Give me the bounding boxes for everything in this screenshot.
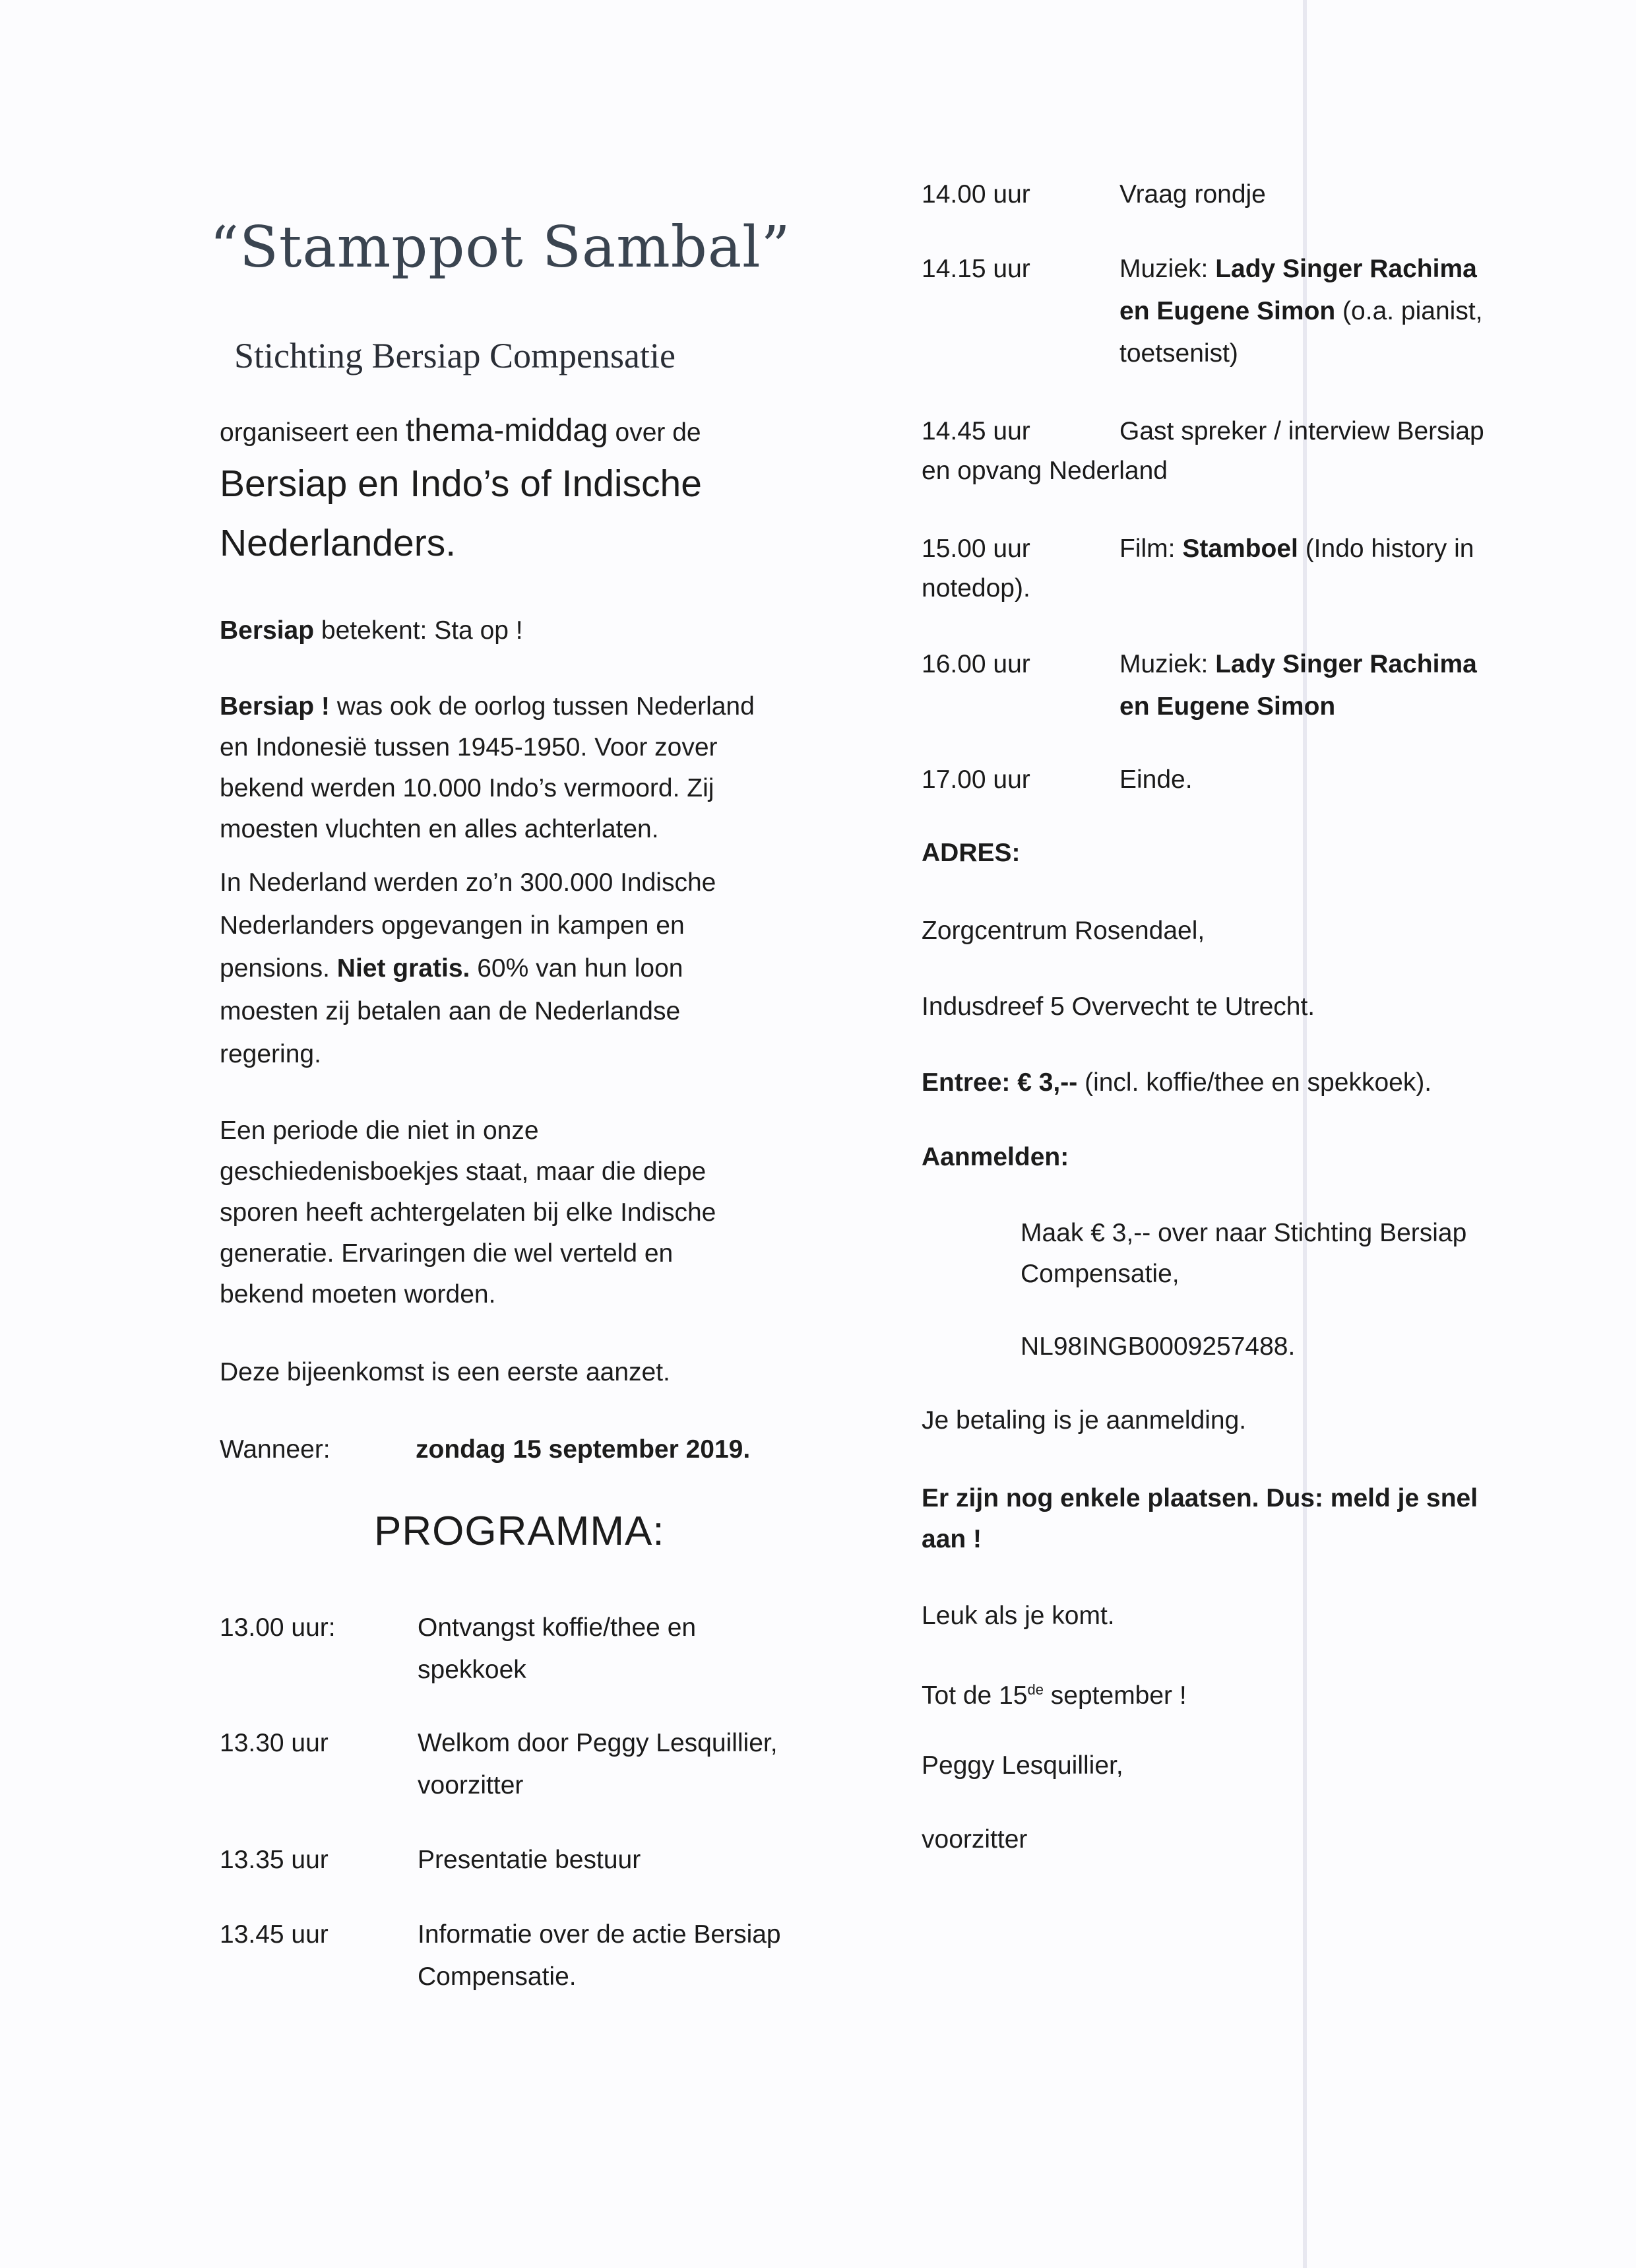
program-time: 14.15 uur xyxy=(922,255,1030,283)
program-item-desc xyxy=(418,1722,778,1807)
programma-heading: PROGRAMMA: xyxy=(374,1508,665,1554)
nl-line-4: moesten zij betalen aan de Nederlandse xyxy=(220,997,681,1025)
music-label: Muziek: xyxy=(1119,255,1216,283)
entrance-fee-bold: Entree: € 3,-- xyxy=(922,1068,1085,1097)
meaning-text: betekent: Sta op ! xyxy=(314,616,523,645)
program-desc-line: Informatie over de actie Bersiap xyxy=(418,1920,781,1949)
entrance-fee xyxy=(922,1062,1432,1103)
program-item-desc xyxy=(418,1914,781,1998)
film-title-bold: Stamboel xyxy=(1182,535,1298,563)
history-line-4: generatie. Ervaringen die wel verteld en xyxy=(220,1239,674,1268)
program-desc-line: Ontvangst koffie/thee en xyxy=(418,1613,697,1642)
registration-line-2: Compensatie, xyxy=(1021,1260,1180,1288)
program-time: 14.45 uur xyxy=(922,417,1030,445)
paragraph-first-step: Deze bijeenkomst is een eerste aanzet. xyxy=(220,1358,670,1386)
closing-date-post: september ! xyxy=(1043,1681,1187,1710)
program-item-desc: Einde. xyxy=(1119,765,1193,794)
program-time: 14.00 uur xyxy=(922,180,1030,209)
urgent-line-1: Er zijn nog enkele plaatsen. Dus: meld je snel xyxy=(922,1484,1478,1512)
war-line-2: en Indonesië tussen 1945-1950. Voor zover xyxy=(220,733,718,761)
performer-bold: Lady Singer Rachima xyxy=(1215,650,1477,678)
intro-line xyxy=(220,408,701,456)
program-time: 13.45 uur xyxy=(220,1920,329,1949)
urgent-line-2: aan ! xyxy=(922,1525,982,1553)
performer-note: (o.a. pianist, xyxy=(1335,297,1483,325)
nl-line-1: In Nederland werden zo’n 300.000 Indische xyxy=(220,868,716,897)
closing-date-pre: Tot de 15 xyxy=(922,1681,1028,1710)
organization-name: Stichting Bersiap Compensatie xyxy=(234,336,676,375)
paragraph-history xyxy=(220,1111,716,1315)
when-label: Wanneer: xyxy=(220,1435,330,1464)
payment-note: Je betaling is je aanmelding. xyxy=(922,1406,1247,1435)
closing-date xyxy=(922,1669,1187,1716)
intro-post: over de xyxy=(608,418,701,447)
when-date: zondag 15 september 2019. xyxy=(416,1435,751,1464)
performer-bold: en Eugene Simon xyxy=(1119,297,1336,325)
intro-highlight: thema-middag xyxy=(405,413,608,448)
program-item-desc xyxy=(418,1839,641,1881)
address-line-1: Zorgcentrum Rosendael, xyxy=(922,917,1205,945)
intro-pre: organiseert een xyxy=(220,418,406,447)
program-item-desc-cont: notedop). xyxy=(922,574,1030,602)
nl-line-3-pre: pensions. xyxy=(220,954,337,983)
urgent-note xyxy=(922,1478,1478,1560)
niet-gratis-bold: Niet gratis. xyxy=(336,954,470,983)
history-line-5: bekend moeten worden. xyxy=(220,1280,496,1309)
program-desc-line: Welkom door Peggy Lesquillier, xyxy=(418,1729,778,1757)
history-line-2: geschiedenisboekjes staat, maar die diepe xyxy=(220,1157,707,1186)
bersiap-exclaim-bold: Bersiap ! xyxy=(220,692,330,721)
address-heading: ADRES: xyxy=(922,839,1021,867)
program-item-desc: Gast spreker / interview Bersiap xyxy=(1119,417,1484,445)
headline-line-1: Bersiap en Indo’s of Indische xyxy=(220,463,702,505)
music-label: Muziek: xyxy=(1119,650,1216,678)
nl-line-5: regering. xyxy=(220,1040,321,1068)
program-time: 17.00 uur xyxy=(922,765,1030,794)
performer-bold: Lady Singer Rachima xyxy=(1215,255,1477,283)
program-time: 16.00 uur xyxy=(922,650,1030,678)
address-line-2: Indusdreef 5 Overvecht te Utrecht. xyxy=(922,992,1315,1021)
paragraph-war xyxy=(220,686,755,850)
headline xyxy=(220,454,702,573)
closing-leuk: Leuk als je komt. xyxy=(922,1602,1115,1630)
film-label: Film: xyxy=(1119,535,1183,563)
program-time: 13.00 uur: xyxy=(220,1613,336,1642)
war-line-3: bekend werden 10.000 Indo’s vermoord. Zij xyxy=(220,774,714,802)
program-time: 15.00 uur xyxy=(922,535,1030,563)
nl-line-2: Nederlanders opgevangen in kampen en xyxy=(220,911,685,940)
paragraph-netherlands xyxy=(220,861,716,1076)
program-time: 13.30 uur xyxy=(220,1729,329,1757)
program-desc-line: voorzitter xyxy=(418,1771,524,1799)
performer-bold: en Eugene Simon xyxy=(1119,692,1336,721)
page-title: “Stamppot Sambal” xyxy=(210,214,791,280)
registration-heading: Aanmelden: xyxy=(922,1143,1069,1171)
iban: NL98INGB0009257488. xyxy=(1021,1332,1296,1361)
headline-line-2: Nederlanders. xyxy=(220,522,456,564)
registration-line-1: Maak € 3,-- over naar Stichting Bersiap xyxy=(1021,1219,1467,1247)
performer-note: toetsenist) xyxy=(1119,339,1238,368)
closing-date-sup: de xyxy=(1027,1681,1044,1698)
film-note: (Indo history in xyxy=(1298,535,1474,563)
program-item-desc: Vraag rondje xyxy=(1119,180,1266,209)
bersiap-bold: Bersiap xyxy=(220,616,315,645)
program-desc-line: Compensatie. xyxy=(418,1962,577,1991)
war-line-4: moesten vluchten en alles achterlaten. xyxy=(220,815,659,843)
program-time: 13.35 uur xyxy=(220,1846,329,1874)
signature-name: Peggy Lesquillier, xyxy=(922,1751,1123,1780)
program-desc-line: spekkoek xyxy=(418,1656,526,1684)
program-item-desc xyxy=(418,1607,696,1691)
nl-line-3-post: 60% van hun loon xyxy=(470,954,683,983)
history-line-1: Een periode die niet in onze xyxy=(220,1117,539,1145)
program-item-desc xyxy=(1119,528,1474,570)
paragraph-meaning xyxy=(220,610,523,651)
program-item-desc xyxy=(1119,248,1483,375)
program-item-desc xyxy=(1119,643,1477,728)
program-desc-line: Presentatie bestuur xyxy=(418,1846,641,1874)
history-line-3: sporen heeft achtergelaten bij elke Indische xyxy=(220,1198,716,1227)
signature-role: voorzitter xyxy=(922,1825,1028,1854)
entrance-fee-note: (incl. koffie/thee en spekkoek). xyxy=(1085,1068,1432,1097)
war-line-1: was ook de oorlog tussen Nederland xyxy=(329,692,755,721)
registration-instructions xyxy=(1021,1213,1466,1295)
program-item-desc-cont: en opvang Nederland xyxy=(922,457,1168,485)
